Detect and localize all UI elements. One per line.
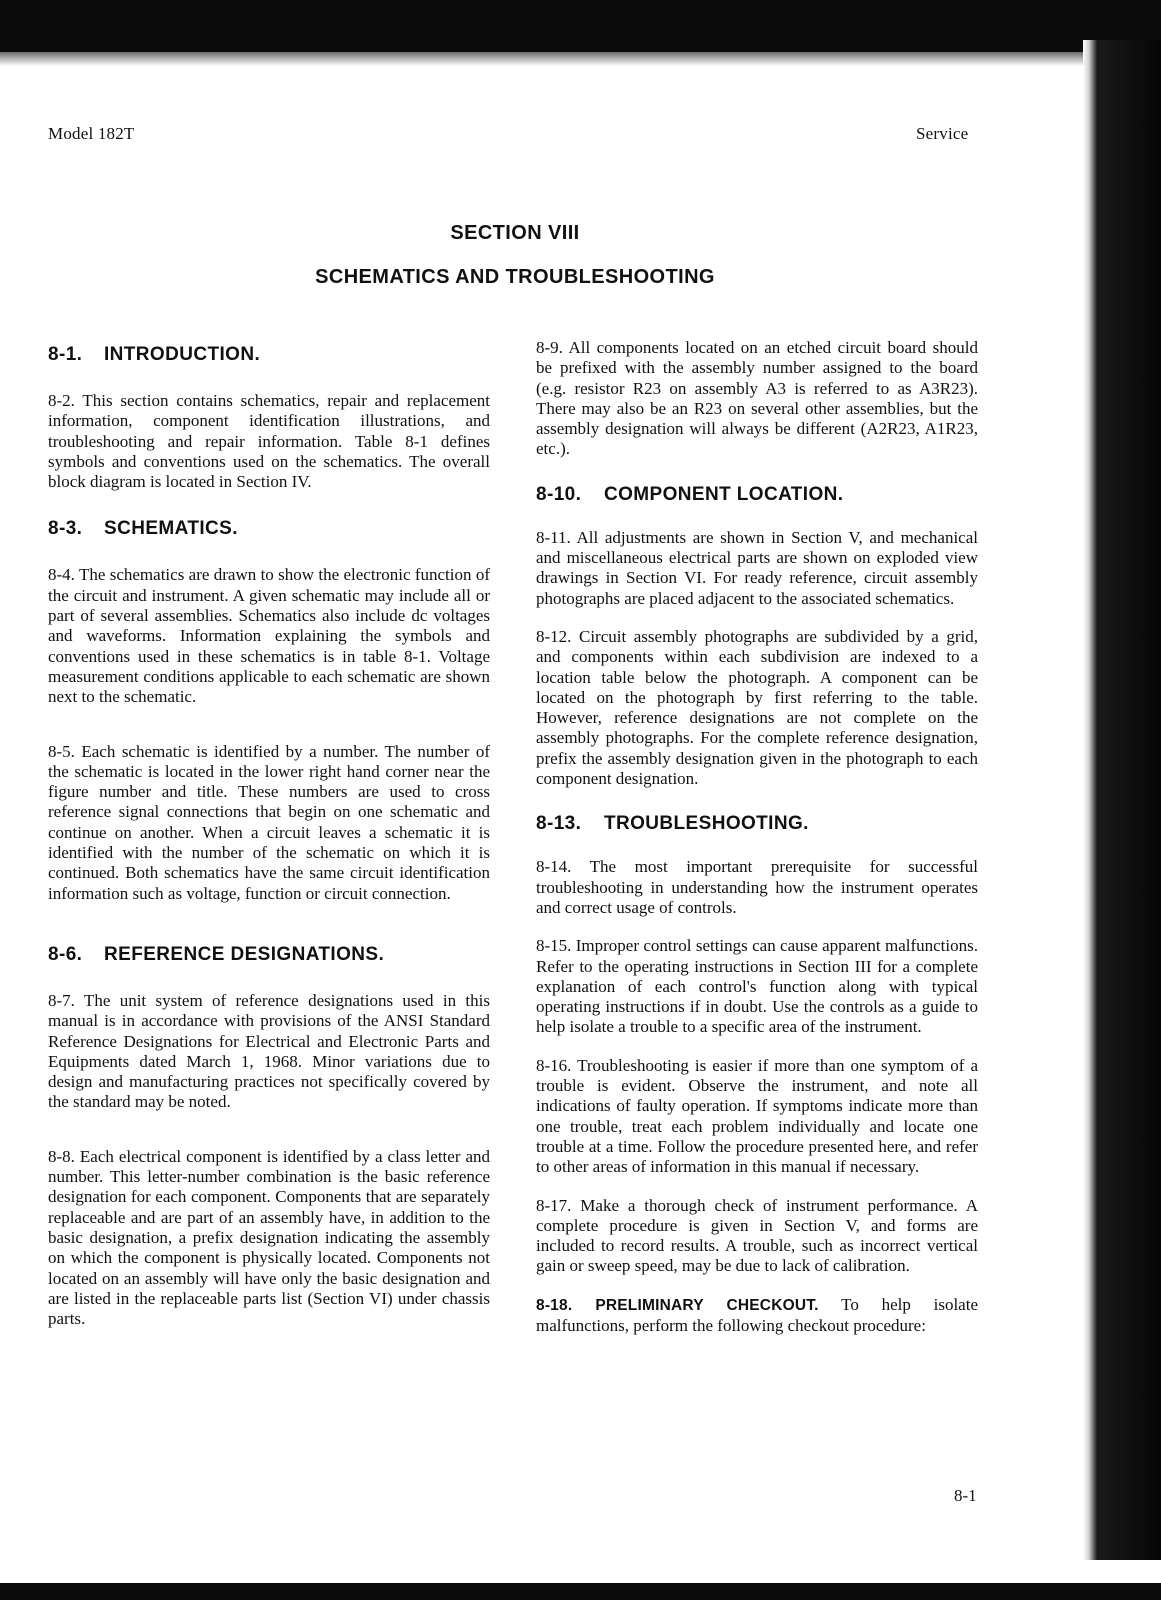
running-header-category: Service xyxy=(916,124,969,143)
heading-troubleshooting xyxy=(536,813,978,835)
paragraph-8-12: 8-12. Circuit assembly photographs are subdivided by a grid, and components within each subdivision are indexed to a location table below the photograph. A component can be located on the photograph by first referring to the table. However, reference designations are not complete on the assembly photographs. For the complete reference designation, prefix the assembly designation given in the photograph to each component designation. xyxy=(536,626,978,789)
heading-number: 8-3. xyxy=(48,518,83,540)
paragraph-8-11: 8-11. All adjustments are shown in Section V, and mechanical and miscellaneous electrical parts are shown on exploded view drawings in Section VI. For ready reference, circuit assembly photographs are placed adjacent to the associated schematics. xyxy=(536,527,978,608)
heading-number: 8-13. xyxy=(536,813,582,835)
paragraph-8-17: 8-17. Make a thorough check of instrument performance. A complete procedure is given in Section V, and forms are included to record results. A trouble, such as incorrect vertical gain or sweep speed, may be due to lack of calibration. xyxy=(536,1195,978,1276)
heading-number: 8-10. xyxy=(536,483,582,505)
paragraph-8-14: 8-14. The most important prerequisite for successful troubleshooting in understanding how the instrument operates and correct usage of controls. xyxy=(536,857,978,917)
paragraph-8-4: 8-4. The schematics are drawn to show the electronic function of the circuit and instrument. A given schematic may include all or part of several assemblies. Schematics also include dc voltages and waveforms. Information explaining the symbols and conventions used in these schematics is in table 8-1. Voltage measurement conditions applicable to each schematic are shown next to the schematic. xyxy=(48,565,490,707)
heading-component-location xyxy=(536,484,978,506)
heading-reference-designations xyxy=(48,944,490,966)
paragraph-8-5: 8-5. Each schematic is identified by a number. The number of the schematic is located in the lower right hand corner near the figure number and title. These numbers are used to cross reference signal connections that begin on one schematic and continue on another. When a circuit leaves a schematic it is identified with the number of the schematic on which it is continued. Both schematics have the same circuit identification information such as voltage, function or circuit connection. xyxy=(48,741,490,903)
heading-schematics xyxy=(48,518,490,540)
heading-number: 8-1. xyxy=(48,344,83,365)
heading-number: 8-6. xyxy=(48,943,83,965)
paragraph-8-9: 8-9. All components located on an etched circuit board should be prefixed with the assembly number assigned to the board (e.g. resistor R23 on assembly A3 is referred to as A3R23). There may also be an R23 on several other assemblies, but the assembly designation will always be different (A2R23, A1R23, etc.). xyxy=(536,338,978,459)
scan-border-bottom xyxy=(0,1583,1161,1600)
paragraph-8-2: 8-2. This section contains schematics, repair and replacement information, component identification illustrations, and troubleshooting and repair information. Table 8-1 defines symbols and conventions used on the schematics. The overall block diagram is located in Section IV. xyxy=(48,391,490,492)
paragraph-8-18 xyxy=(536,1295,978,1337)
scan-border-top xyxy=(0,0,1161,52)
run-in-heading-preliminary-checkout: 8-18. PRELIMINARY CHECKOUT. xyxy=(536,1296,819,1314)
paragraph-8-16: 8-16. Troubleshooting is easier if more than one symptom of a trouble is evident. Observe the instrument, and note all indications of faulty operation. If symptoms indicate more than one trouble, treat each problem individually and locate one trouble at a time. Follow the procedure presented here, and refer to other areas of information in this manual if necessary. xyxy=(536,1055,978,1177)
paragraph-8-18-text: To help isolate malfunctions, perform the following checkout procedure: xyxy=(536,1294,978,1335)
section-number: SECTION VIII xyxy=(450,222,580,244)
heading-text: SCHEMATICS. xyxy=(104,518,238,540)
right-column xyxy=(536,338,978,1336)
section-title: SCHEMATICS AND TROUBLESHOOTING xyxy=(315,266,715,288)
heading-text: TROUBLESHOOTING. xyxy=(604,813,809,835)
heading-text: REFERENCE DESIGNATIONS. xyxy=(104,943,385,965)
heading-introduction xyxy=(48,344,490,366)
heading-text: INTRODUCTION. xyxy=(104,344,261,365)
heading-text: COMPONENT LOCATION. xyxy=(604,483,844,505)
running-header-model: Model 182T xyxy=(48,124,135,143)
paragraph-8-7: 8-7. The unit system of reference designations used in this manual is in accordance with provisions of the ANSI Standard Reference Designations for Electrical and Electronic Parts and Equipments dated March 1, 1968. Minor variations due to design and manufacturing practices not specifically covered by the standard may be noted. xyxy=(48,990,490,1112)
left-column xyxy=(48,338,490,1329)
scan-border-right xyxy=(1083,40,1161,1560)
page-number: 8-1 xyxy=(954,1486,977,1505)
paragraph-8-8: 8-8. Each electrical component is identified by a class letter and number. This letter-number combination is the basic reference designation for each component. Components that are separately replaceable and are part of an assembly have, in addition to the basic designation, a prefix designation indicating the assembly on which the component is physically located. Components not located on an assembly will have only the basic designation and are listed in the replaceable parts list (Section VI) under chassis parts. xyxy=(48,1146,490,1329)
paragraph-8-15: 8-15. Improper control settings can cause apparent malfunctions. Refer to the operating instructions in Section III for a complete explanation of each control's function along with typical operating instructions if in doubt. Use the controls as a guide to help isolate a trouble to a specific area of the instrument. xyxy=(536,936,978,1037)
scan-shadow-top xyxy=(0,52,1161,66)
